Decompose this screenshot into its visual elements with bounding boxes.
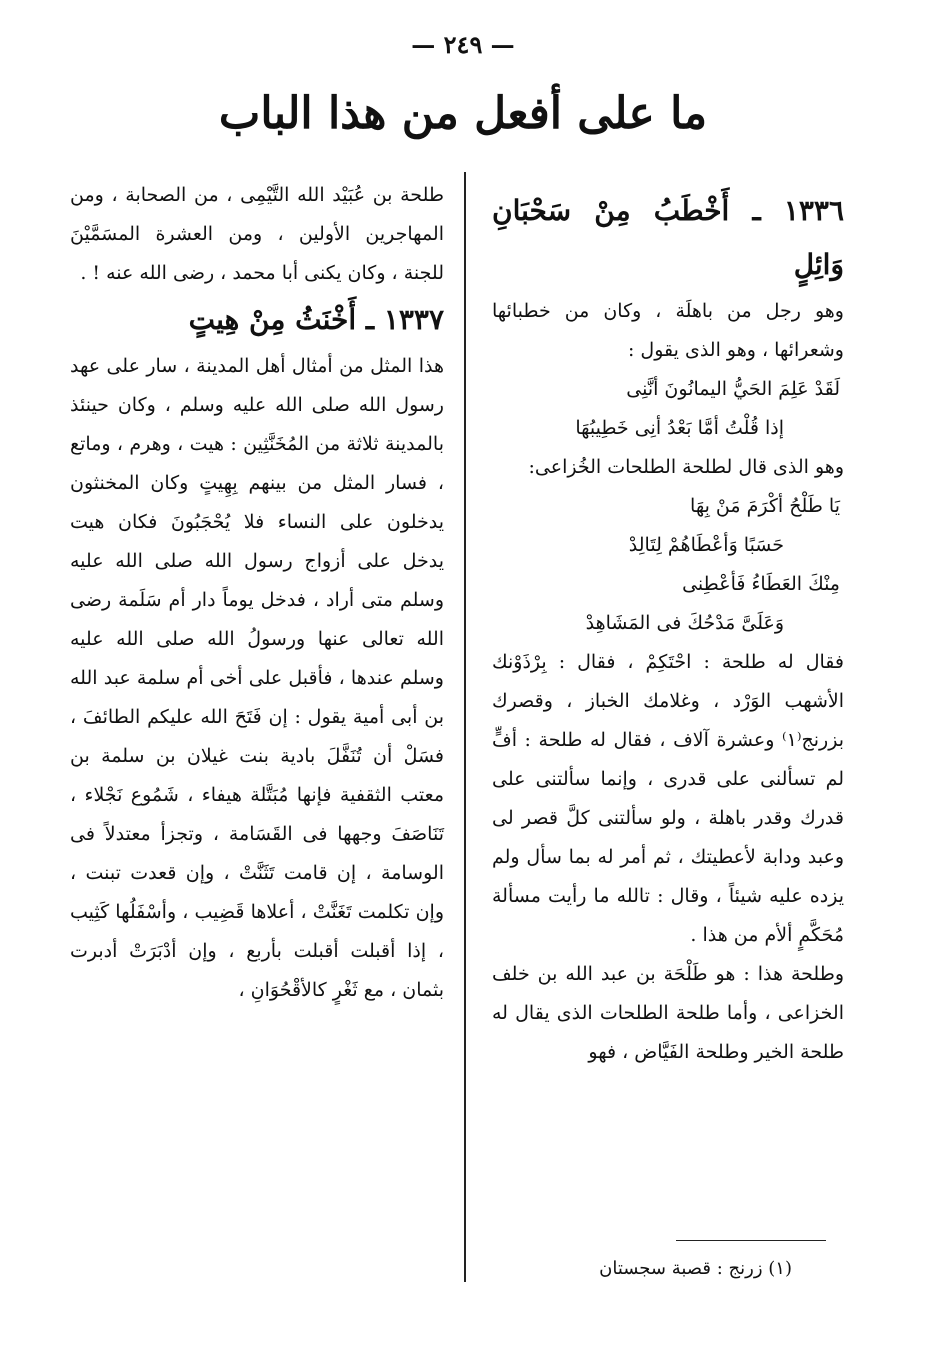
verse-line: وَعَلَىَّ مَدْحُكَ فى المَشَاهِدْ: [585, 612, 784, 634]
verse-line: حَسَبًا وَأعْطَاهُمْ لِتَالِدْ: [628, 534, 784, 556]
left-column: [70, 176, 444, 1010]
intro-paragraph: وهو رجل من باهلَة ، وكان من خطبائها وشعرائها ، وهو الذى يقول :: [492, 300, 844, 361]
continuation-paragraph: طلحة بن عُبَيْد الله التَّيْمِى ، من الصحابة ، ومن المهاجرين الأولين ، ومن العشرة المسَمَّيْنَ للجنة ، وكان يكنى أبا محمد ، رضى الله عنه ! .: [70, 184, 444, 284]
story-paragraph: فقال له طلحة : احْتَكِمْ ، فقال : بِرْذَوْنك الأشهب الوَرْد ، وغلامك الخباز ، وقصرك بزرنج⁽١⁾ وعشرة آلاف ، فقال له طلحة : أفٍّ لم تسألنى على قدرى ، وإنما سألتنى على قدرك وقدر باهلة ، ولو سألتنى كلَّ قصر لى وعبد ودابة لأعطيتك ، ثم أمر له بما سأل ولم يزده عليه شيئاً ، وقال : تالله ما رأيت مسألة مُحَكَّمٍ ألأم من هذا .: [492, 651, 844, 946]
entry-heading-1337: ١٣٣٧ ـ أَخْنَثُ مِنْ هِيتٍ: [188, 303, 444, 336]
verse-line: إذا قُلْتُ أمَّا بَعْدُ أنِى خَطِيبُهَا: [575, 417, 784, 439]
verse-line: مِنْكَ العَطَاءُ فَأعْطِنى: [682, 573, 840, 595]
right-column: [492, 184, 844, 1072]
page-number: — ٢٤٩ —: [411, 30, 515, 59]
footnote: (١) زرنج : قصبة سجستان: [599, 1258, 792, 1279]
entry-heading-1336: ١٣٣٦ ـ أَخْطَبُ مِنْ سَحْبَانِ وَائِلٍ: [492, 194, 844, 281]
footnote-rule: [676, 1240, 826, 1241]
page-title: ما على أفعل من هذا الباب: [218, 88, 708, 139]
talha-info-paragraph: وطلحة هذا : هو طَلْحَة بن عبد الله بن خلف الخزاعى ، وأما طلحة الطلحات الذى يقال له طلحة الخير وطلحة الفَيَّاض ، فهو: [492, 963, 844, 1063]
verse-line: يَا طَلْحُ أكْرَمَ مَنْ بِهَا: [690, 495, 840, 517]
body-paragraph: هذا المثل من أمثال أهل المدينة ، سار على عهد رسول الله صلى الله عليه وسلم ، وكان حينئذ بالمدينة ثلاثة من المُخَنَّثِين : هيت ، وهرم ، وماتع ، فسار المثل من بينهم بِهِيتٍ وكان المخنثون يدخلون على النساء فلا يُحْجَبُونَ فكان هيت يدخل على أزواج رسول الله صلى الله عليه وسلم متى أراد ، فدخل يوماً دار أم سَلَمة رضى الله تعالى عنها ورسولُ الله صلى الله عليه وسلم عندها ، فأقبل على أخى أم سلمة عبد الله بن أبى أمية يقول : إن فَتَحَ الله عليكم الطائفَ ، فسَلْ أن تُنَفَّلَ بادية بنت غيلان بن سلمة بن معتب الثقفية فإنها مُبَتَّلة هيفاء ، شَمُوع نَجْلاء ، تَنَاصَفَ وجهها فى القَسَامة ، وتجزأ معتدلاً فى الوسامة ، إن قامت تَثَنَّتْ ، وإن قعدت تبنت ، وإن تكلمت تَغَنَّتْ ، أعلاها قَضِيب ، وأسْفَلُها كَثِيب ، إذا أقبلت أقبلت بأربع ، وإن أدْبَرَتْ أدبرت بثمان ، مع ثَغْرٍ كالأقْحُوَانِ ،: [70, 355, 444, 1001]
verse-line: لَقَدْ عَلِمَ الحَيُّ اليمانُونَ أنَّنِى: [626, 378, 840, 400]
column-divider: [464, 172, 466, 1282]
transition-paragraph: وهو الذى قال لطلحة الطلحات الخُزاعى:: [528, 456, 844, 478]
